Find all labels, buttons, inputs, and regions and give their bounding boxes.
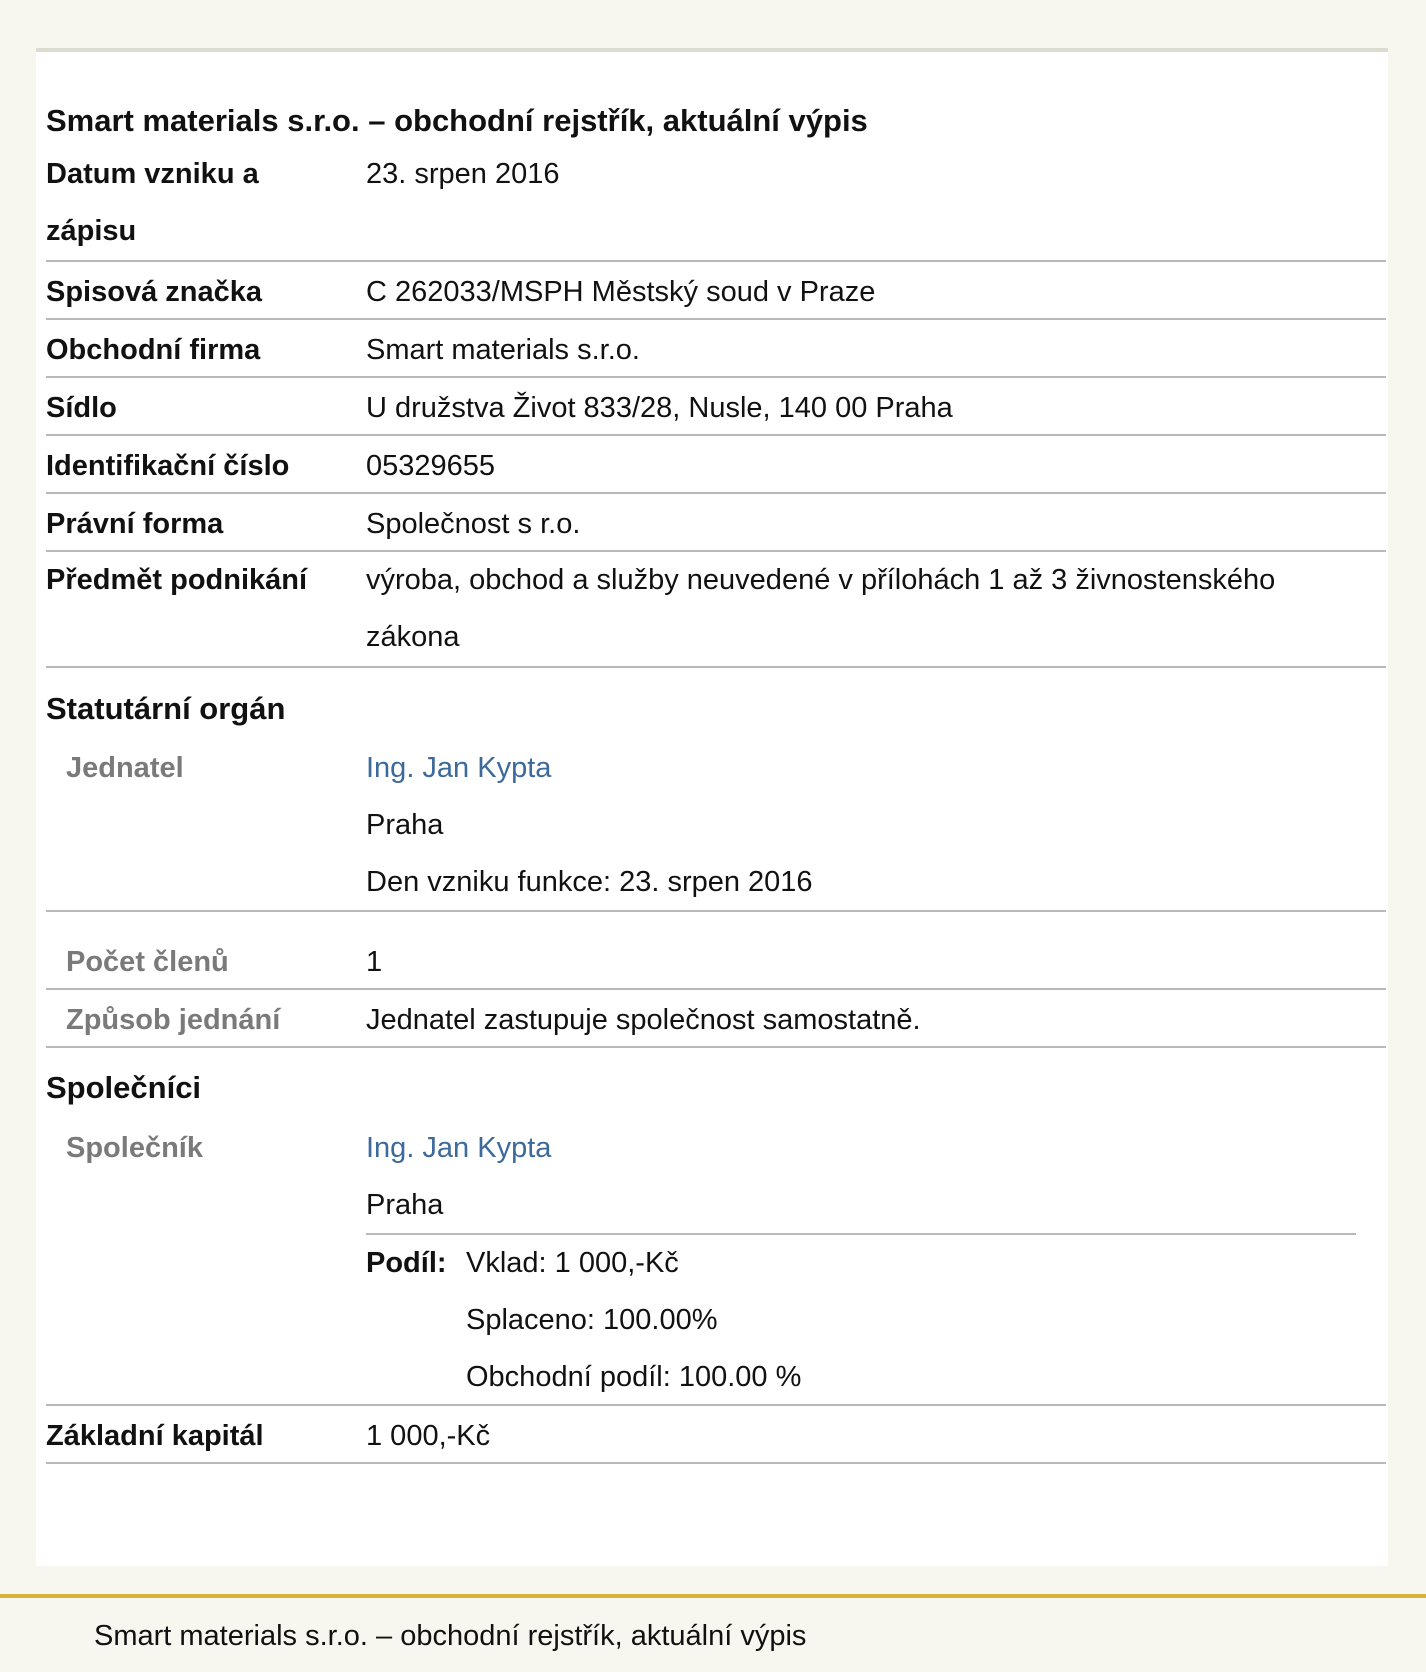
row-pocet-clenu xyxy=(46,932,1386,990)
row-value: Jednatel zastupuje společnost samostatně. xyxy=(366,1004,921,1036)
row-spolecnik xyxy=(46,1120,1386,1406)
jednatel-name-link[interactable]: Ing. Jan Kypta xyxy=(366,752,552,784)
row-zpusob-jednani xyxy=(46,990,1386,1048)
row-label: Předmět podnikání xyxy=(46,564,308,596)
row-label: Společník xyxy=(66,1132,203,1164)
spolecnik-name-link[interactable]: Ing. Jan Kypta xyxy=(366,1132,552,1164)
share-values xyxy=(466,1235,801,1406)
row-sidlo xyxy=(46,378,1386,436)
row-label: Základní kapitál xyxy=(46,1420,264,1452)
row-value: 23. srpen 2016 xyxy=(366,158,560,190)
row-predmet-podnikani xyxy=(46,552,1386,668)
spolecnik-details xyxy=(366,1120,1366,1234)
row-datum-vzniku xyxy=(46,146,1386,262)
row-label: Počet členů xyxy=(66,946,229,978)
share-vklad: Vklad: 1 000,-Kč xyxy=(466,1247,679,1279)
row-identifikacni-cislo xyxy=(46,436,1386,494)
row-label: Právní forma xyxy=(46,508,224,540)
spolecnik-city: Praha xyxy=(366,1189,444,1221)
row-obchodni-firma xyxy=(46,320,1386,378)
section-statutarni-organ: Statutární orgán xyxy=(46,691,286,726)
row-value: výroba, obchod a služby neuvedené v přílohách 1 až 3 živnostenského zákona xyxy=(366,564,1276,653)
row-value: U družstva Život 833/28, Nusle, 140 00 Praha xyxy=(366,392,953,424)
footer xyxy=(0,1594,1426,1672)
row-label: Obchodní firma xyxy=(46,334,261,366)
row-value: Společnost s r.o. xyxy=(366,508,581,540)
footer-title: Smart materials s.r.o. – obchodní rejstřík, aktuální výpis xyxy=(94,1620,807,1652)
row-value: 1 xyxy=(366,946,383,978)
row-label: Spisová značka xyxy=(46,276,262,308)
row-pravni-forma xyxy=(46,494,1386,552)
company-record-card xyxy=(36,48,1388,1566)
share-splaceno: Splaceno: 100.00% xyxy=(466,1304,718,1336)
jednatel-city: Praha xyxy=(366,809,444,841)
row-value: Smart materials s.r.o. xyxy=(366,334,640,366)
row-label: Datum vzniku a zápisu xyxy=(46,158,259,247)
row-jednatel xyxy=(46,740,1386,912)
share-label: Podíl: xyxy=(366,1247,447,1279)
row-spisova-znacka xyxy=(46,262,1386,320)
jednatel-since: Den vzniku funkce: 23. srpen 2016 xyxy=(366,866,813,898)
row-label: Sídlo xyxy=(46,392,117,424)
page-title: Smart materials s.r.o. – obchodní rejstřík, aktuální výpis xyxy=(46,103,868,138)
jednatel-details xyxy=(366,740,1366,911)
row-label: Způsob jednání xyxy=(66,1004,281,1036)
row-value: 05329655 xyxy=(366,450,496,482)
row-label: Jednatel xyxy=(66,752,184,784)
row-label: Identifikační číslo xyxy=(46,450,290,482)
share-obchodni-podil: Obchodní podíl: 100.00 % xyxy=(466,1361,802,1393)
row-zakladni-kapital xyxy=(46,1406,1386,1464)
section-spolecnici: Společníci xyxy=(46,1070,202,1105)
row-value: 1 000,-Kč xyxy=(366,1420,491,1452)
row-value: C 262033/MSPH Městský soud v Praze xyxy=(366,276,876,308)
